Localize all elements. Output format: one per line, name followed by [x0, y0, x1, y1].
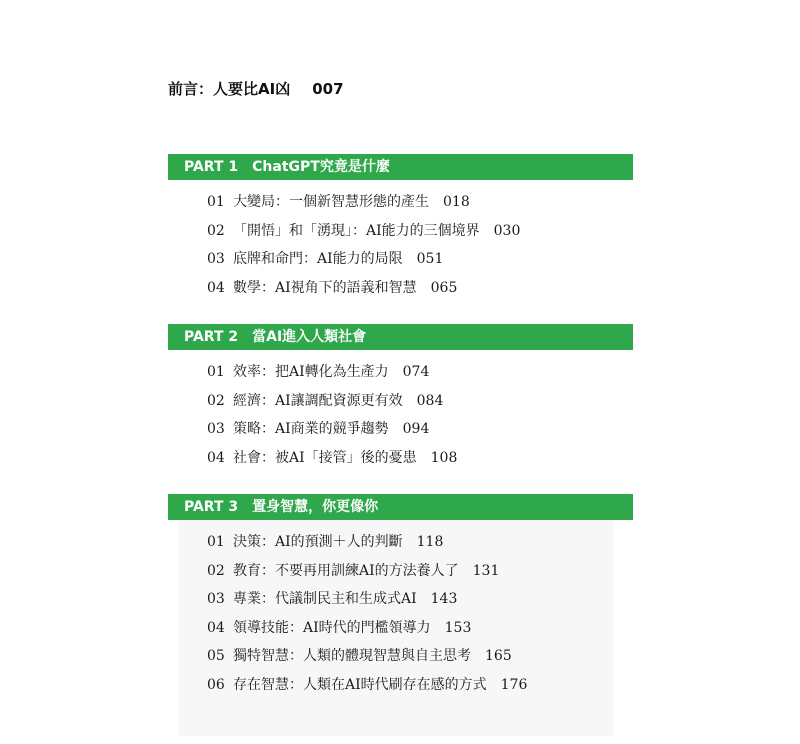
chapter-item[interactable]: [168, 614, 633, 643]
chapter-title: 存在智慧：人類在AI時代刷存在感的方式: [233, 676, 487, 693]
part-1-header[interactable]: [168, 154, 633, 180]
chapter-item[interactable]: [168, 642, 633, 671]
chapter-number: 04: [207, 619, 225, 636]
part-label: PART 1: [184, 159, 239, 175]
chapter-page: 074: [402, 364, 430, 380]
chapter-item[interactable]: [168, 387, 633, 416]
chapter-page: 084: [416, 392, 444, 409]
chapter-item[interactable]: [168, 557, 633, 586]
chapter-title: 領導技能：AI時代的門檻領導力: [233, 619, 431, 636]
chapter-item[interactable]: [168, 274, 633, 303]
chapter-title: 底牌和命門：AI能力的局限: [233, 251, 403, 267]
chapter-page: 018: [443, 194, 470, 210]
chapter-title: 大變局：一個新智慧形態的產生: [233, 194, 429, 210]
part-title: ChatGPT究竟是什麼: [252, 159, 390, 175]
chapter-page: 094: [402, 421, 430, 437]
chapter-page: 165: [485, 648, 512, 664]
chapter-number: 04: [207, 449, 225, 466]
chapter-title: 專業：代議制民主和生成式AI: [233, 591, 417, 607]
chapter-title: 社會：被AI「接管」後的憂患: [233, 449, 417, 466]
chapter-number: 01: [207, 194, 225, 210]
chapter-title: 獨特智慧：人類的體現智慧與自主思考: [233, 648, 471, 664]
chapter-number: 03: [207, 591, 225, 607]
chapter-number: 03: [207, 251, 225, 267]
chapter-title: 數學：AI視角下的語義和智慧: [233, 279, 417, 296]
chapter-item[interactable]: [168, 528, 633, 557]
chapter-page: 176: [500, 676, 528, 693]
chapter-number: 05: [207, 648, 225, 664]
chapter-number: 04: [207, 279, 225, 296]
chapter-item[interactable]: [168, 217, 633, 246]
chapter-page: 143: [430, 591, 458, 607]
chapter-item[interactable]: [168, 585, 633, 614]
chapter-page: 131: [472, 562, 500, 579]
chapter-page: 118: [416, 534, 444, 550]
part-label: PART 3: [184, 499, 239, 515]
part-2-header[interactable]: [168, 324, 633, 350]
chapter-page: 030: [493, 222, 521, 239]
part-title: 置身智慧，你更像你: [252, 499, 379, 515]
chapter-number: 01: [207, 364, 225, 380]
chapter-number: 02: [207, 392, 225, 409]
chapter-page: 051: [416, 251, 444, 267]
chapter-title: 決策：AI的預測＋人的判斷: [233, 534, 403, 550]
preface-entry[interactable]: [168, 79, 344, 99]
chapter-item[interactable]: [168, 671, 633, 700]
chapter-title: 教育：不要再用訓練AI的方法養人了: [233, 562, 459, 579]
chapter-number: 01: [207, 534, 225, 550]
chapter-item[interactable]: [168, 444, 633, 473]
chapter-list: [168, 188, 633, 302]
chapter-number: 02: [207, 562, 225, 579]
chapter-page: 153: [444, 619, 472, 636]
chapter-item[interactable]: [168, 245, 633, 274]
part-3-header[interactable]: [168, 494, 633, 520]
chapter-page: 108: [430, 449, 458, 466]
chapter-item[interactable]: [168, 188, 633, 217]
part-label: PART 2: [184, 329, 239, 345]
chapter-title: 策略：AI商業的競爭趨勢: [233, 421, 389, 437]
part-3-section: [168, 494, 633, 699]
part-title: 當AI進入人類社會: [252, 329, 367, 345]
chapter-item[interactable]: [168, 358, 633, 387]
preface-page: 007: [312, 80, 344, 98]
chapter-number: 06: [207, 676, 225, 693]
chapter-number: 02: [207, 222, 225, 239]
chapter-list: [168, 528, 633, 699]
chapter-title: 「開悟」和「湧現」：AI能力的三個境界: [233, 222, 480, 239]
chapter-list: [168, 358, 633, 472]
chapter-page: 065: [430, 279, 458, 296]
part-2-section: [168, 324, 633, 472]
chapter-title: 經濟：AI讓調配資源更有效: [233, 392, 403, 409]
chapter-item[interactable]: [168, 415, 633, 444]
part-1-section: [168, 154, 633, 302]
preface-title: 前言：人要比AI凶: [168, 80, 291, 98]
chapter-number: 03: [207, 421, 225, 437]
chapter-title: 效率：把AI轉化為生產力: [233, 364, 389, 380]
